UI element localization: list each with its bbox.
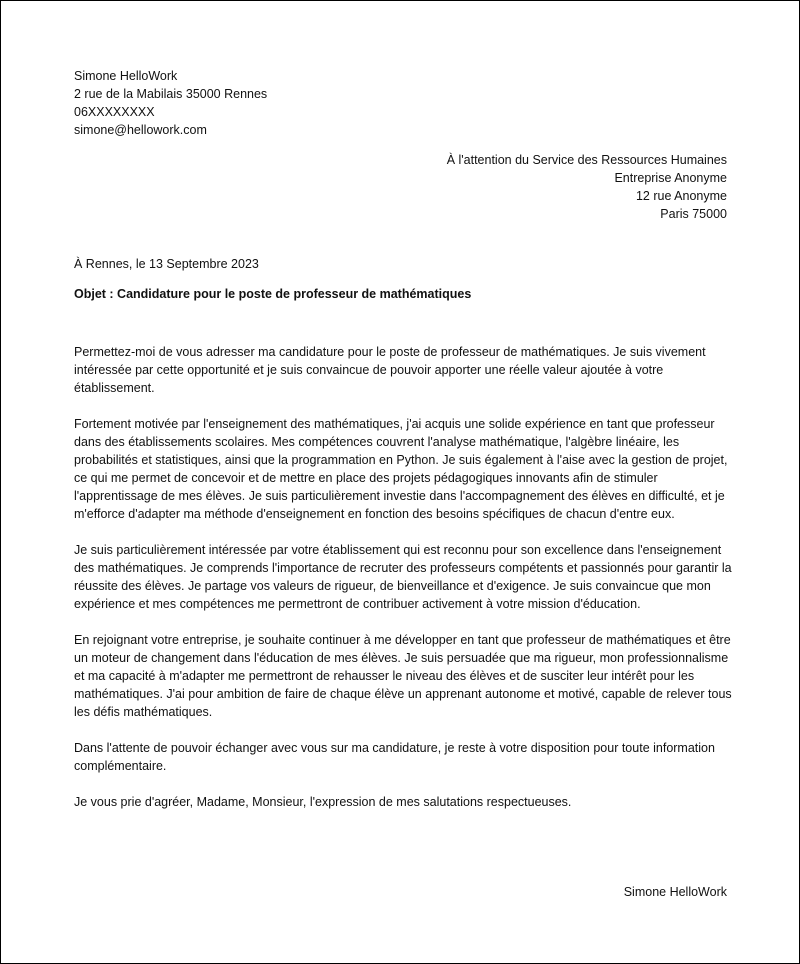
signature: Simone HelloWork (623, 885, 727, 899)
recipient-street: 12 rue Anonyme (635, 189, 727, 203)
body-paragraph: Fortement motivée par l'enseignement des mathématiques, j'ai acquis une solide expérience en tant que professeur dans des établissements scolaires. Mes compétences couvrent l'analyse mathématique, l'algèbre linéaire, les probabilités et statistiques, ainsi que la programmation en Python. Je suis également à l'aise avec la gestion de projet, ce qui me permet de concevoir et de mettre en place des projets pédagogiques innovants afin de stimuler l'apprentissage de mes élèves. Je suis particulièrement investie dans l'accompagnement des élèves en difficulté, et je m'efforce d'adapter ma méthode d'enseignement en fonction des besoins spécifiques de chacun d'entre eux. (74, 417, 728, 521)
sender-phone: 06XXXXXXXX (74, 105, 155, 119)
closing-paragraph: Je vous prie d'agréer, Madame, Monsieur, l'expression de mes salutations respectueuses. (74, 795, 572, 809)
recipient-company: Entreprise Anonyme (614, 171, 727, 185)
body-paragraph: Permettez-moi de vous adresser ma candidature pour le poste de professeur de mathématiques. Je suis vivement intéressée par cette opportunité et je suis convaincue de pouvoir apporter une réelle valeur ajoutée à votre établissement. (74, 345, 706, 395)
sender-address: 2 rue de la Mabilais 35000 Rennes (74, 87, 268, 101)
body-paragraph: Dans l'attente de pouvoir échanger avec vous sur ma candidature, je reste à votre disposition pour toute information complémentaire. (74, 741, 715, 773)
date-line: À Rennes, le 13 Septembre 2023 (74, 257, 259, 271)
body-paragraph: Je suis particulièrement intéressée par votre établissement qui est reconnu pour son excellence dans l'enseignement des mathématiques. Je comprends l'importance de recruter des professeurs compétents et passionnés pour garantir la réussite des élèves. Je partage vos valeurs de rigueur, de bienveillance et d'exigence. Je suis convaincue que mon expérience et mes compétences me permettront de contribuer activement à votre mission d'éducation. (74, 543, 732, 611)
subject-line: Objet : Candidature pour le poste de professeur de mathématiques (74, 287, 472, 301)
recipient-city: Paris 75000 (660, 207, 727, 221)
recipient-attention: À l'attention du Service des Ressources Humaines (446, 153, 727, 167)
sender-block (74, 67, 474, 139)
letter-body (74, 343, 734, 829)
sender-email: simone@hellowork.com (74, 123, 207, 137)
body-paragraph: En rejoignant votre entreprise, je souhaite continuer à me développer en tant que professeur de mathématiques et être un moteur de changement dans l'éducation de mes élèves. Je suis persuadée que ma rigueur, mon professionnalisme et ma capacité à m'adapter me permettront de rehausser le niveau des élèves et de susciter leur intérêt pour les mathématiques. J'ai pour ambition de faire de chaque élève un apprenant autonome et motivé, capable de relever tous les défis mathématiques. (74, 633, 732, 719)
sender-name: Simone HelloWork (74, 69, 178, 83)
recipient-block (307, 151, 727, 223)
